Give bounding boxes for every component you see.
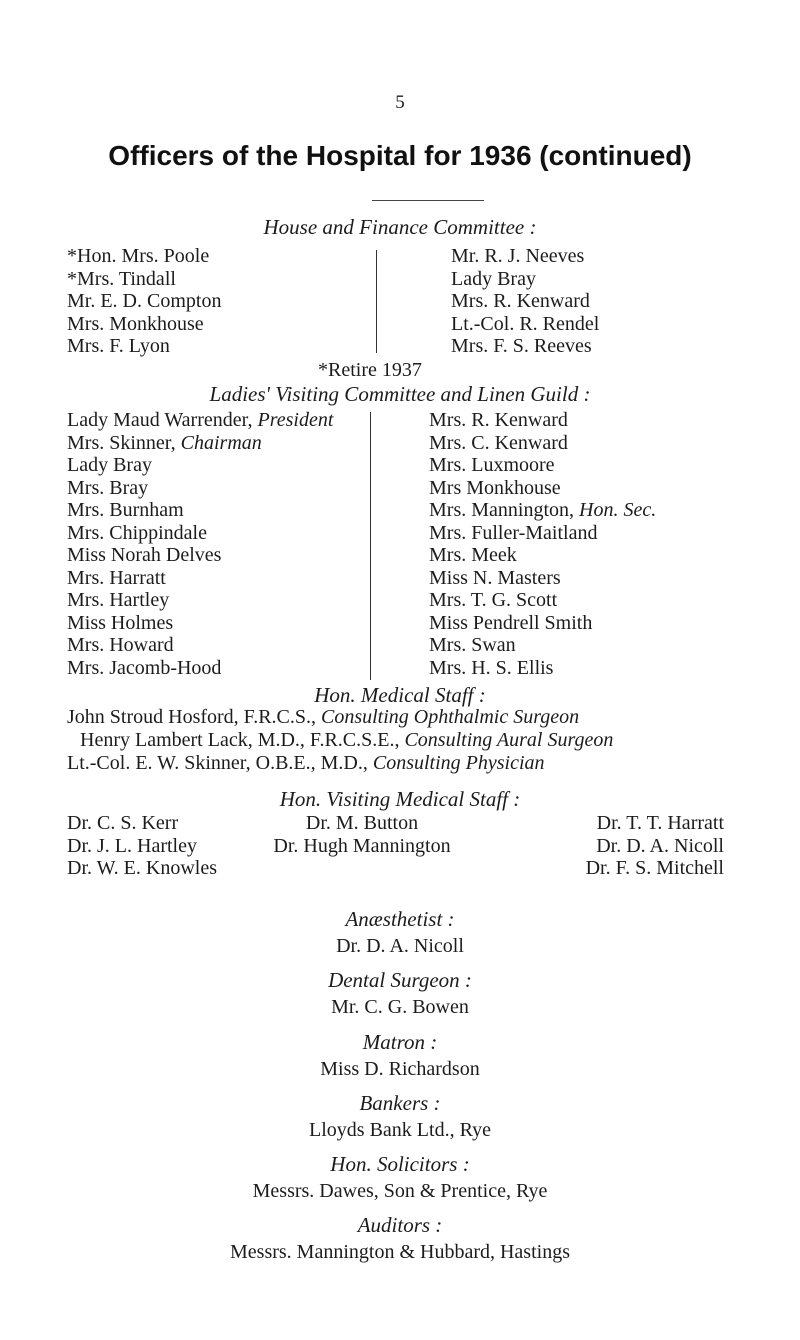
- list-item: Mrs. Bray: [67, 476, 149, 499]
- bankers-heading: Bankers :: [359, 1091, 441, 1115]
- medical-staff-member: John Stroud Hosford, F.R.C.S., Consulting Ophthalmic Surgeon: [67, 706, 580, 728]
- house-finance-right-list: [451, 245, 599, 358]
- list-item: Dr. M. Button: [305, 812, 419, 834]
- ladies-committee-left-list: [67, 409, 333, 679]
- list-item: Dr. Hugh Mannington: [273, 834, 451, 857]
- page-title: Officers of the Hospital for 1936 (continued): [108, 140, 692, 171]
- medical-staff-member: Henry Lambert Lack, M.D., F.R.C.S.E., Consulting Aural Surgeon: [80, 729, 614, 751]
- medical-staff-member: Lt.-Col. E. W. Skinner, O.B.E., M.D., Consulting Physician: [67, 752, 545, 774]
- anaesthetist-heading: Anæsthetist :: [345, 907, 455, 931]
- list-item: Mrs. R. Kenward: [451, 290, 590, 312]
- list-item: Dr. W. E. Knowles: [67, 857, 217, 879]
- auditors-value: Messrs. Mannington & Hubbard, Hastings: [230, 1241, 570, 1263]
- title-divider: [372, 200, 484, 201]
- page-number: 5: [395, 92, 405, 113]
- visiting-staff-col2: [254, 812, 470, 857]
- list-item: Mrs. F. Lyon: [67, 335, 170, 357]
- dental-surgeon-value: Mr. C. G. Bowen: [331, 996, 469, 1018]
- list-item: Mrs. C. Kenward: [429, 431, 568, 454]
- ladies-committee-right-list: [429, 409, 656, 679]
- list-item: Mrs. Skinner, Chairman: [67, 431, 262, 454]
- solicitors-heading: Hon. Solicitors :: [330, 1152, 470, 1176]
- list-item: Dr. C. S. Kerr: [67, 812, 179, 834]
- list-item: Mrs Monkhouse: [429, 476, 561, 499]
- list-item: Miss Norah Delves: [67, 544, 222, 566]
- matron-value: Miss D. Richardson: [320, 1058, 480, 1080]
- list-item: Mrs. Monkhouse: [67, 312, 204, 335]
- list-item: Mr. E. D. Compton: [67, 290, 222, 312]
- list-item: Miss Pendrell Smith: [429, 611, 593, 634]
- list-item: Mrs. T. G. Scott: [429, 589, 558, 611]
- list-item: Lady Bray: [67, 454, 152, 476]
- list-item: Miss N. Masters: [429, 566, 561, 589]
- list-item: Mrs. Howard: [67, 634, 174, 656]
- dental-surgeon-heading: Dental Surgeon :: [328, 968, 472, 992]
- visiting-staff-col3: [554, 812, 724, 880]
- ladies-committee-heading: Ladies' Visiting Committee and Linen Guild :: [209, 382, 591, 406]
- list-item: Lt.-Col. R. Rendel: [451, 312, 600, 335]
- list-item: Mr. R. J. Neeves: [451, 245, 585, 267]
- visiting-staff-heading: Hon. Visiting Medical Staff :: [279, 787, 521, 811]
- list-item: Mrs. H. S. Ellis: [429, 656, 554, 679]
- list-item: Mrs. Fuller-Maitland: [429, 521, 598, 544]
- list-item: Mrs. F. S. Reeves: [451, 335, 592, 357]
- list-item: Dr. D. A. Nicoll: [596, 834, 724, 857]
- list-item: *Mrs. Tindall: [67, 267, 176, 290]
- list-item: Mrs. Hartley: [67, 589, 170, 611]
- list-item: Mrs. Swan: [429, 634, 516, 656]
- list-item: Dr. T. T. Harratt: [596, 812, 724, 834]
- column-divider: [370, 412, 371, 680]
- list-item: Lady Maud Warrender, President: [67, 409, 334, 431]
- list-item: Mrs. R. Kenward: [429, 409, 568, 431]
- column-divider: [376, 250, 377, 353]
- list-item: Mrs. Harratt: [67, 566, 166, 589]
- list-item: Dr. J. L. Hartley: [67, 834, 197, 857]
- solicitors-value: Messrs. Dawes, Son & Prentice, Rye: [252, 1180, 548, 1202]
- house-finance-heading: House and Finance Committee :: [263, 215, 537, 239]
- list-item: Mrs. Luxmoore: [429, 454, 555, 476]
- list-item: Mrs. Jacomb-Hood: [67, 656, 222, 679]
- list-item: Lady Bray: [451, 267, 536, 290]
- list-item: *Hon. Mrs. Poole: [67, 245, 210, 267]
- anaesthetist-value: Dr. D. A. Nicoll: [336, 935, 464, 957]
- medical-staff-heading: Hon. Medical Staff :: [314, 683, 486, 707]
- list-item: Mrs. Meek: [429, 544, 517, 566]
- list-item: Miss Holmes: [67, 611, 174, 634]
- list-item: Mrs. Burnham: [67, 499, 184, 521]
- list-item: Mrs. Mannington, Hon. Sec.: [429, 499, 657, 521]
- matron-heading: Matron :: [362, 1030, 438, 1054]
- auditors-heading: Auditors :: [357, 1213, 443, 1237]
- visiting-staff-col1: [67, 812, 217, 880]
- house-finance-left-list: [67, 245, 221, 358]
- list-item: Mrs. Chippindale: [67, 521, 207, 544]
- bankers-value: Lloyds Bank Ltd., Rye: [309, 1119, 491, 1141]
- list-item: Dr. F. S. Mitchell: [585, 857, 724, 879]
- retire-footnote: *Retire 1937: [318, 359, 422, 381]
